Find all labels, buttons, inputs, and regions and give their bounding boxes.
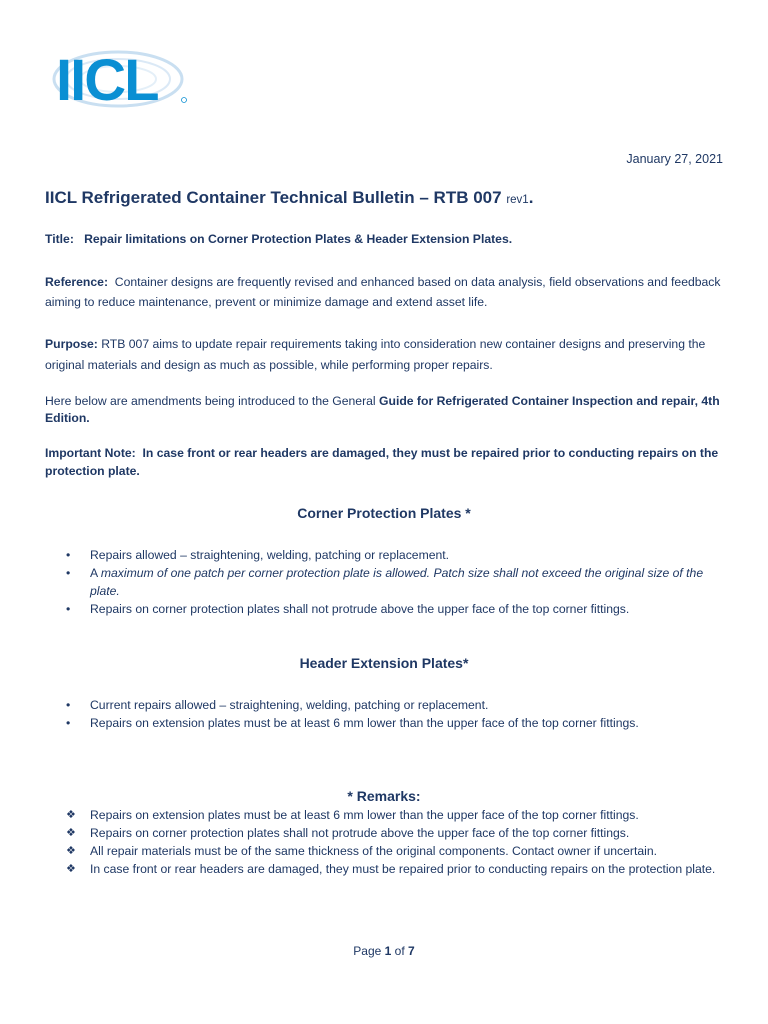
- remarks-list: [66, 806, 726, 878]
- diamond-bullet-icon: ❖: [66, 863, 76, 875]
- remarks-heading: * Remarks:: [347, 788, 421, 804]
- list-item-text: In case front or rear headers are damaged, they must be repaired prior to conducting repairs on the protection plate.: [90, 862, 716, 876]
- amendments-paragraph: [45, 393, 723, 427]
- list-item: [66, 696, 716, 714]
- list-item: [66, 600, 716, 618]
- guide-title: Guide for Refrigerated Container Inspection and repair, 4th Edition.: [45, 394, 720, 425]
- page-word: Page: [353, 944, 385, 958]
- bulletin-title: [45, 188, 533, 208]
- diamond-bullet-icon: ❖: [66, 845, 76, 857]
- list-item-italic: maximum of one patch per corner protection plate is allowed. Patch size shall not exceed the original size of the plate.: [90, 566, 704, 598]
- header-plates-heading: Header Extension Plates*: [299, 655, 469, 671]
- reference-text: Container designs are frequently revised and enhanced based on data analysis, field observations and feedback aiming to reduce maintenance, prevent or minimize damage and extend asset life.: [45, 275, 721, 309]
- reference-label: Reference:: [45, 275, 108, 289]
- subject-line: [45, 229, 723, 249]
- list-item: [66, 806, 726, 824]
- header-plates-list: [66, 696, 716, 732]
- bulletin-title-end: .: [528, 188, 534, 207]
- iicl-logo: [48, 46, 192, 112]
- diamond-bullet-icon: ❖: [66, 827, 76, 839]
- diamond-bullet-icon: ❖: [66, 809, 76, 821]
- total-pages: 7: [408, 944, 415, 958]
- list-item-text: Repairs on extension plates must be at least 6 mm lower than the upper face of the top corner fittings.: [90, 716, 639, 730]
- list-item: [66, 824, 726, 842]
- list-item-text: All repair materials must be of the same thickness of the original components. Contact owner if uncertain.: [90, 844, 657, 858]
- list-item: [66, 714, 716, 732]
- bulletin-date: January 27, 2021: [626, 152, 723, 166]
- purpose-text: RTB 007 aims to update repair requirements taking into consideration new container designs and preserving the original materials and design as much as possible, while performing proper repairs.: [45, 337, 706, 372]
- list-item: [66, 860, 726, 878]
- important-note-label: Important Note:: [45, 446, 136, 460]
- page-number: [0, 944, 768, 958]
- corner-plates-heading: Corner Protection Plates *: [297, 505, 471, 521]
- list-item-text: Repairs allowed – straightening, welding, patching or replacement.: [90, 548, 450, 562]
- corner-plates-list: [66, 546, 716, 618]
- reference-paragraph: [45, 272, 723, 312]
- of-word: of: [391, 944, 409, 958]
- important-note-text: In case front or rear headers are damaged, they must be repaired prior to conducting repairs on the protection plate.: [45, 446, 719, 478]
- subject-label: Title:: [45, 232, 74, 246]
- important-note: [45, 444, 723, 480]
- list-item: [66, 546, 716, 564]
- purpose-label: Purpose:: [45, 337, 98, 351]
- list-item-text: Repairs on corner protection plates shall not protrude above the upper face of the top corner fittings.: [90, 826, 630, 840]
- list-item-text: Repairs on extension plates must be at least 6 mm lower than the upper face of the top corner fittings.: [90, 808, 639, 822]
- list-item-text: Current repairs allowed – straightening, welding, patching or replacement.: [90, 698, 489, 712]
- list-item-lead: A: [90, 566, 101, 580]
- bulletin-title-rev: rev1: [506, 194, 529, 206]
- list-item: [66, 842, 726, 860]
- subject-text: Repair limitations on Corner Protection Plates & Header Extension Plates.: [84, 232, 513, 246]
- iicl-logo-mark: [48, 46, 192, 112]
- amendments-text: Here below are amendments being introduced to the General: [45, 394, 380, 408]
- list-item: [66, 564, 716, 600]
- bulletin-title-main: IICL Refrigerated Container Technical Bulletin – RTB 007: [45, 188, 507, 207]
- logo-text: IICL: [56, 48, 158, 112]
- purpose-paragraph: [45, 334, 723, 376]
- current-page: 1: [384, 944, 392, 958]
- list-item-text: Repairs on corner protection plates shall not protrude above the upper face of the top corner fittings.: [90, 602, 630, 616]
